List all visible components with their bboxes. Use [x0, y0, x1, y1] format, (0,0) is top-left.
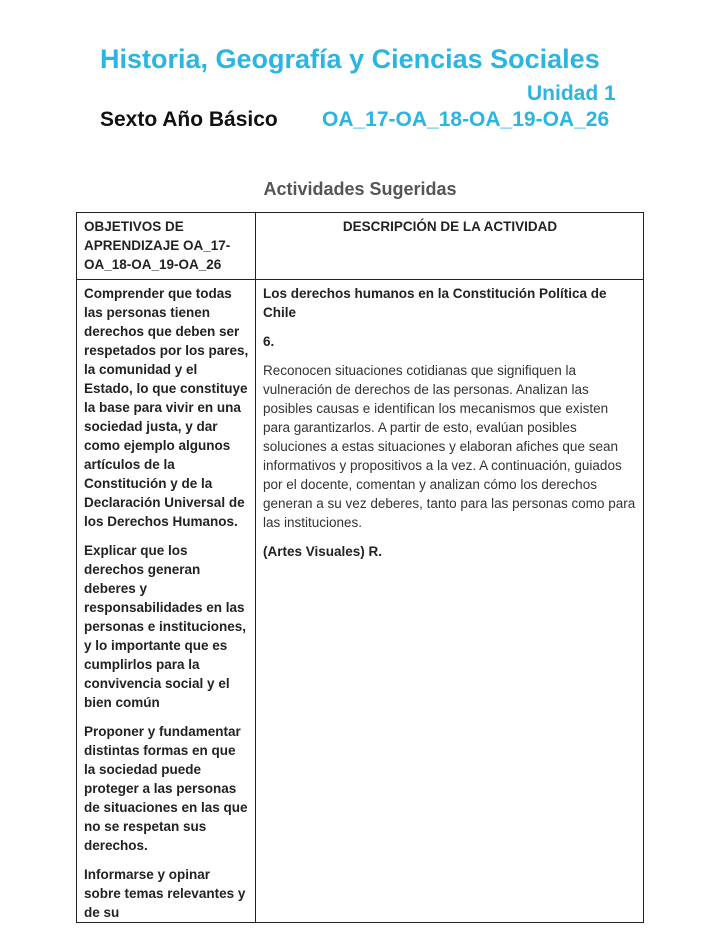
- section-heading: Actividades Sugeridas: [263, 179, 457, 199]
- document-title: Historia, Geografía y Ciencias Sociales: [100, 44, 600, 74]
- activity-title: Los derechos humanos en la Constitución Política de Chile: [263, 286, 607, 320]
- objectives-cell: [77, 280, 256, 923]
- objectives-code: OA_17-OA_18-OA_19-OA_26: [322, 108, 610, 131]
- activity-number: 6.: [263, 334, 275, 349]
- activity-description: Reconocen situaciones cotidianas que signifiquen la vulneración de derechos de las personas. Analizan las posibles causas e identifican los mecanismos que existen para garantizarlos. A partir de esto, evalúan posibles soluciones a estas situaciones y elaboran afiches que sean informativos y propositivos a la vez. A continuación, guiados por el docente, comentan y analizan cómo los derechos generan a su vez deberes, tanto para las personas como para las instituciones.: [263, 363, 636, 530]
- objective-item: Comprender que todas las personas tienen derechos que deben ser respetados por los pares, la comunidad y el Estado, lo que constituye la base para vivir en una sociedad justa, y dar como ejemplo algunos artículos de la Constitución y de la Declaración Universal de los Derechos Humanos.: [84, 286, 249, 529]
- grade-label: Sexto Año Básico: [100, 108, 278, 131]
- description-column-header: DESCRIPCIÓN DE LA ACTIVIDAD: [256, 213, 644, 280]
- unit-label: Unidad 1: [527, 82, 616, 105]
- objective-item: Informarse y opinar sobre temas relevantes y de su: [84, 867, 246, 920]
- table-row: [77, 280, 644, 923]
- activities-table: [76, 212, 644, 923]
- activity-subject: (Artes Visuales) R.: [263, 544, 383, 559]
- description-cell: [256, 280, 644, 923]
- objective-item: Proponer y fundamentar distintas formas en que la sociedad puede proteger a las personas de situaciones en las que no se respetan sus derechos.: [84, 724, 248, 853]
- objective-item: Explicar que los derechos generan deberes y responsabilidades en las personas e instituciones, y lo importante que es cumplirlos para la convivencia social y el bien común: [84, 543, 247, 710]
- objectives-column-header: OBJETIVOS DE APRENDIZAJE OA_17-OA_18-OA_19-OA_26: [77, 213, 256, 280]
- table-header-row: [77, 213, 644, 280]
